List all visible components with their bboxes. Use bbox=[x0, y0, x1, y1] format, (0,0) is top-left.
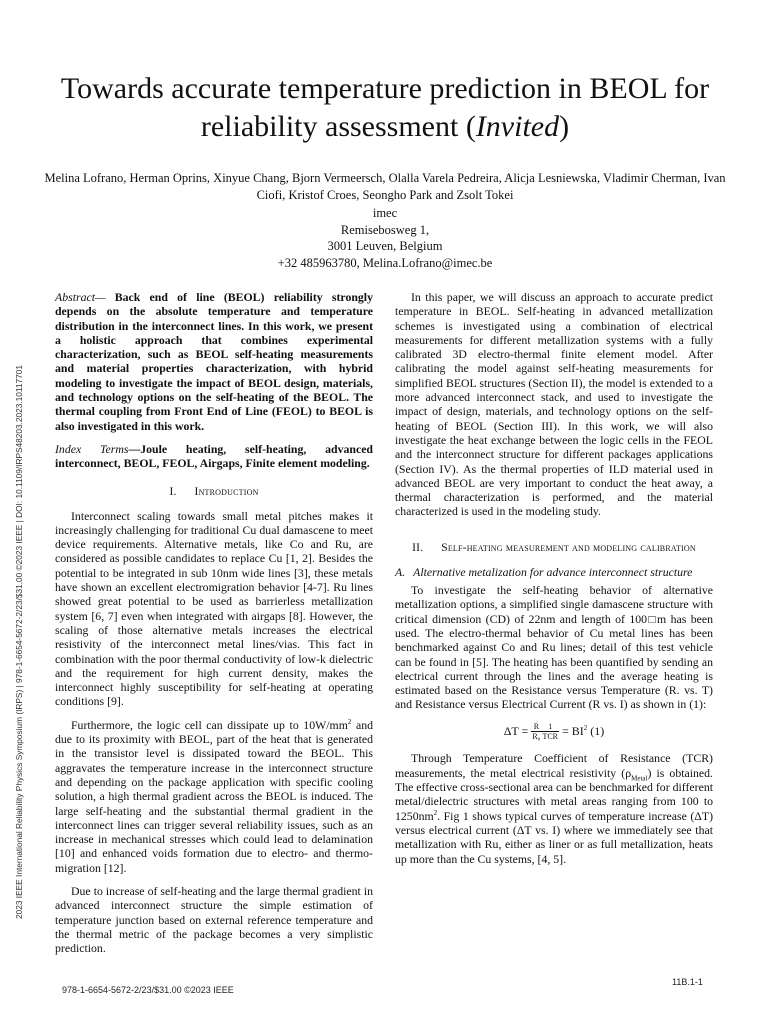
abstract-lead: Abstract— bbox=[55, 290, 106, 304]
subsection-heading bbox=[395, 565, 713, 579]
abstract-text: Back end of line (BEOL) reliability strongly depends on the absolute temperature and temperature distribution in the interconnect lines. In this work, we present a holistic approach that combines experimental characterization, such as BEOL self-heating measurements and material properties characterization, with hybrid modeling to investigate the impact of BEOL design, materials, and technology options on the self-heating of the BEOL. The thermal coupling from Front End of Line (FEOL) to BEOL is also investigated in this work. bbox=[55, 290, 373, 433]
intro-paragraph-2-a: Furthermore, the logic cell can dissipate up to 10W/mm bbox=[71, 717, 348, 732]
section2-paragraph-2-a: Through Temperature Coefficient of Resistance (TCR) measurements, the metal electrical resistivity (ρ bbox=[395, 751, 713, 780]
fraction-denominator bbox=[531, 732, 541, 741]
section2-paragraph-2-b: ) is obtained. The effective cross-sectional area can be benchmarked for different metal/dielectric structures with metal areas ranging from 100 to 1250nm bbox=[395, 765, 714, 823]
superscript: 2 bbox=[433, 808, 438, 817]
doi-sidebar-text: 2023 IEEE International Reliability Physics Symposium (IRPS) | 978-1-6654-5672-2/23/$31.00 ©2023 IEEE | DOI: 10.1109/IRPS48203.2023.10117701 bbox=[14, 365, 24, 919]
fraction-numerator: 1 bbox=[541, 722, 559, 732]
affiliation-contact: +32 485963780, Melina.Lofrano@imec.be bbox=[277, 255, 493, 270]
index-terms-text: —Joule heating, self-heating, advanced interconnect, BEOL, FEOL, Airgaps, Finite element modeling. bbox=[55, 441, 373, 471]
paper-title bbox=[40, 70, 730, 146]
equation-fraction-1 bbox=[531, 722, 541, 741]
footer-copyright: 978-1-6654-5672-2/23/$31.00 ©2023 IEEE bbox=[62, 985, 234, 995]
author-list: Melina Lofrano, Herman Oprins, Xinyue Chang, Bjorn Vermeersch, Olalla Varela Pedreira, Alicja Lesniewska, Vladimir Cherman, Ivan Ciofi, Kristof Croes, Seongho Park and Zsolt Tokei bbox=[44, 171, 726, 202]
left-column bbox=[55, 290, 373, 964]
fraction-denominator: TCR bbox=[542, 732, 558, 742]
title-invited: Invited bbox=[475, 110, 560, 143]
title-close: ) bbox=[559, 110, 570, 143]
affiliation-org: imec bbox=[372, 206, 398, 220]
intro-paragraph-2 bbox=[55, 718, 373, 875]
equation-1 bbox=[395, 721, 713, 742]
abstract bbox=[55, 290, 373, 433]
section-title: Introduction bbox=[194, 485, 259, 498]
subscript: Metal bbox=[631, 774, 648, 783]
subsection-number: A. bbox=[395, 564, 406, 579]
title-main: Towards accurate temperature prediction in BEOL for reliability assessment ( bbox=[60, 72, 710, 143]
intro-paragraph-3: Due to increase of self-heating and the large thermal gradient in advanced interconnect structure the simple estimation of temperature junction based on external reference temperature and the thermal metric of the package becomes a very simplistic prediction. bbox=[55, 883, 373, 956]
affiliation bbox=[40, 205, 730, 271]
fraction-numerator: R bbox=[531, 722, 541, 732]
intro-paragraph-1: Interconnect scaling towards small metal pitches makes it increasingly challenging for traditional Cu dual damascene to meet device requirements. Alternative metals, like Co and Ru, are considered as possible candidates to replace Cu [1, 2]. Besides the potential to be integrated in sub 10nm wide lines [3], these metals have shown an excellent electromigration behavior [4-7]. Ru lines showed great potential to be used as barrierless metallization system [6, 7] even when integrated with airgaps [8]. However, the scaling of those alternative metals increases the electrical resistivity of the interconnect metal lines/vias. This fact in combination with the poor thermal conductivity of low-k dielectric and the requirement for high current density, makes the interconnect highly susceptibility for self-heating at operating conditions [9]. bbox=[55, 508, 373, 709]
section-heading-introduction bbox=[55, 485, 373, 499]
section2-paragraph-1: To investigate the self-heating behavior of alternative metallization options, a simplified single damascene structure with critical dimension (CD) of 22nm and length of 100□m has been used. The electro-thermal behavior of Cu metal lines has been benchmarked against Co and Ru lines; detail of this test vehicle can be found in [5]. The heating has been quantified by sending an electrical current through the lines and the average heating is estimated based on the Resistance versus Temperature (R. vs. T) and Resistance versus Electrical Current (R vs. I) as shown in (1): bbox=[395, 583, 713, 712]
footer-page-number: 11B.1-1 bbox=[672, 977, 703, 987]
section-number: I. bbox=[169, 485, 177, 498]
index-terms-lead: Index Terms bbox=[55, 441, 129, 456]
section-heading-self-heating bbox=[395, 541, 713, 555]
section-number: II. bbox=[412, 541, 424, 554]
equation-rhs: = BI bbox=[559, 723, 584, 738]
right-column bbox=[395, 290, 713, 875]
affiliation-city: 3001 Leuven, Belgium bbox=[327, 239, 443, 253]
equation-tag: (1) bbox=[587, 723, 605, 738]
equation-fraction-2 bbox=[541, 722, 559, 741]
equation-lhs: ΔT = bbox=[503, 723, 532, 738]
fraction-denominator-r0: R₀ bbox=[532, 732, 541, 742]
doi-sidebar bbox=[10, 322, 28, 962]
equation-exponent: 2 bbox=[583, 723, 588, 732]
section2-paragraph-2-c: . Fig 1 shows typical curves of temperature increase (ΔT) versus electrical current (ΔT vs. I) where we immediately see that metallization with Ru, either as liner or as full metallization, heats up more than the Cu systems, [4, 5]. bbox=[395, 808, 713, 866]
section2-paragraph-2 bbox=[395, 751, 713, 865]
intro-paragraph-4: In this paper, we will discuss an approach to accurate predict temperature in BEOL. Self-heating in advanced metallization schemes is investigated using a combination of electrical measurements for different metallization systems with a fully calibrated 3D electro-thermal finite element model. After calibrating the model against self-heating measurements for simplified BEOL structures (Section II), the model is extended to a more advanced interconnect stack, and used to investigate the impact of design, materials, and technology options on the self-heating of BEOL (Section III). In this work, we will also investigate the heat exchange between the logic cells in the FEOL and the interconnect structure for different packages applications (Section IV). As the thermal properties of ILD material used in advanced BEOL are very important to conduct the heat away, a thermal characterization is performed, and the material characterized is used in the modeling study. bbox=[395, 290, 713, 519]
affiliation-street: Remisebosweg 1, bbox=[340, 222, 430, 237]
section-title: Self-heating measurement and modeling calibration bbox=[441, 541, 696, 554]
intro-paragraph-2-b: and due to its proximity with BEOL, part of the heat that is generated in the transistor level is dissipated toward the BEOL. This aggravates the temperature increase in the interconnect structure and depending on the package application with specific cooling solution, a high thermal gradient across the BEOL is induced. The large self-heating and the substantial thermal gradient in the interconnect lines can trigger several reliability issues, such as an increase in mechanical stresses which could lead to delamination [10] and enhanced voids formation due to electro- and thermo-migration [12]. bbox=[55, 717, 373, 875]
index-terms bbox=[55, 442, 373, 471]
superscript: 2 bbox=[347, 717, 352, 726]
subsection-title: Alternative metalization for advance interconnect structure bbox=[413, 564, 693, 579]
